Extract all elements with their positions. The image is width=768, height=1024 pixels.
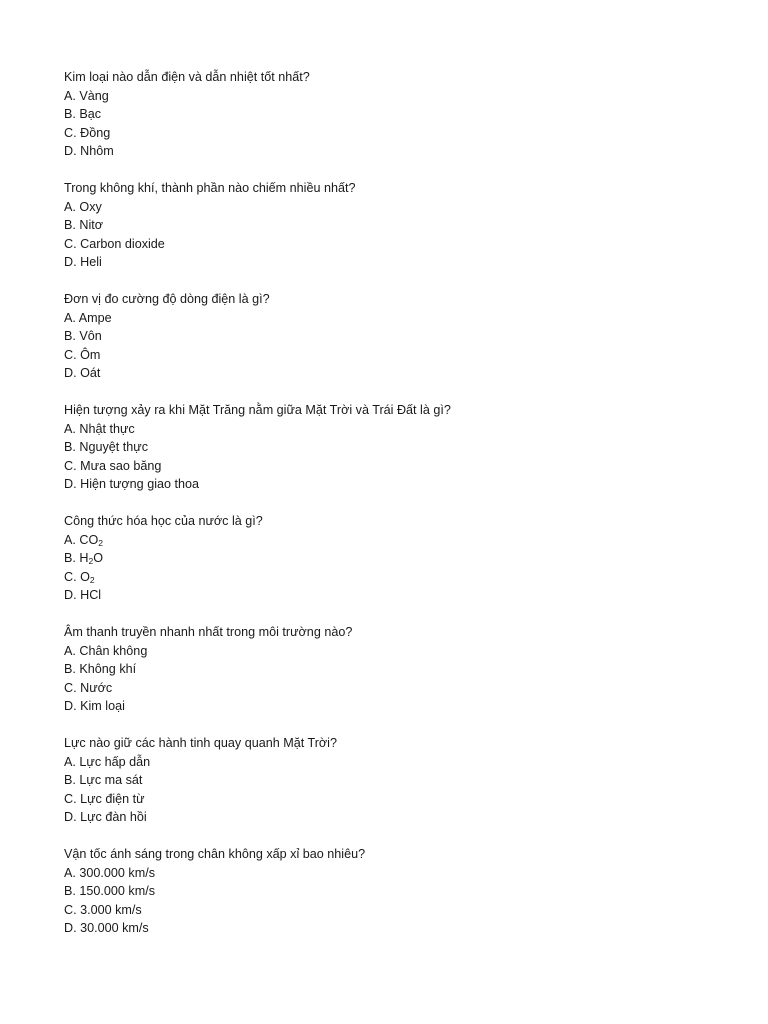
option-a: A. Lực hấp dẫn xyxy=(64,754,151,769)
question-text: Hiện tượng xảy ra khi Mặt Trăng nằm giữa Mặt Trời và Trái Đất là gì? xyxy=(64,403,451,417)
option-a xyxy=(64,531,724,550)
question-text: Trong không khí, thành phần nào chiếm nhiều nhất? xyxy=(64,181,356,195)
option-a: A. Oxy xyxy=(64,199,102,214)
option-c-text: C. O xyxy=(64,569,90,584)
option-c: C. Ôm xyxy=(64,347,101,362)
question-text: Vận tốc ánh sáng trong chân không xấp xỉ bao nhiêu? xyxy=(64,847,366,861)
option-b: B. 150.000 km/s xyxy=(64,884,156,898)
option-c xyxy=(64,568,724,587)
question-text: Lực nào giữ các hành tinh quay quanh Mặt Trời? xyxy=(64,736,337,750)
option-d: D. Lực đàn hồi xyxy=(64,810,147,824)
question-4 xyxy=(64,401,724,494)
option-b: B. Nitơ xyxy=(64,218,104,232)
option-c-subscript: 2 xyxy=(89,574,95,585)
option-d: D. Hiện tượng giao thoa xyxy=(64,477,200,491)
question-5 xyxy=(64,512,724,605)
option-a-subscript: 2 xyxy=(98,537,104,548)
option-d: D. Nhôm xyxy=(64,144,114,158)
document-page xyxy=(64,68,724,956)
option-b: B. Lực ma sát xyxy=(64,773,143,787)
option-b-subscript: 2 xyxy=(88,556,94,566)
option-a: A. Chân không xyxy=(64,643,148,658)
option-c: C. Nước xyxy=(64,680,113,695)
option-a: A. 300.000 km/s xyxy=(64,865,156,880)
question-3 xyxy=(64,290,724,383)
question-2 xyxy=(64,179,724,272)
option-d xyxy=(64,586,724,605)
option-b-text: B. H xyxy=(64,551,89,565)
question-8 xyxy=(64,845,724,938)
option-b: B. Nguyệt thực xyxy=(64,440,149,454)
option-c: C. Mưa sao băng xyxy=(64,458,162,473)
option-b: B. Bạc xyxy=(64,107,102,121)
option-d: D. Oát xyxy=(64,366,101,380)
option-c: C. 3.000 km/s xyxy=(64,902,142,917)
option-d: D. Kim loại xyxy=(64,699,125,713)
option-d: D. 30.000 km/s xyxy=(64,921,149,935)
question-text: Âm thanh truyền nhanh nhất trong môi trường nào? xyxy=(64,625,353,639)
question-text: Đơn vị đo cường độ dòng điện là gì? xyxy=(64,292,270,306)
question-text: Kim loại nào dẫn điện và dẫn nhiệt tốt nhất? xyxy=(64,70,310,84)
option-a: A. Ampe xyxy=(64,310,112,325)
question-6 xyxy=(64,623,724,716)
question-7 xyxy=(64,734,724,827)
option-c: C. Carbon dioxide xyxy=(64,236,165,251)
option-d: D. Heli xyxy=(64,255,102,269)
option-b: B. Vôn xyxy=(64,329,102,343)
option-a-text: A. CO xyxy=(64,532,99,547)
option-c: C. Đồng xyxy=(64,125,111,140)
option-a: A. Nhật thực xyxy=(64,421,135,436)
question-1 xyxy=(64,68,724,161)
option-b: B. Không khí xyxy=(64,662,137,676)
option-b-text-after: O xyxy=(93,551,104,565)
option-b xyxy=(64,549,724,568)
question-text: Công thức hóa học của nước là gì? xyxy=(64,514,263,528)
option-a: A. Vàng xyxy=(64,88,109,103)
option-c: C. Lực điện từ xyxy=(64,791,145,806)
option-d-text: D. HCl xyxy=(64,588,102,602)
